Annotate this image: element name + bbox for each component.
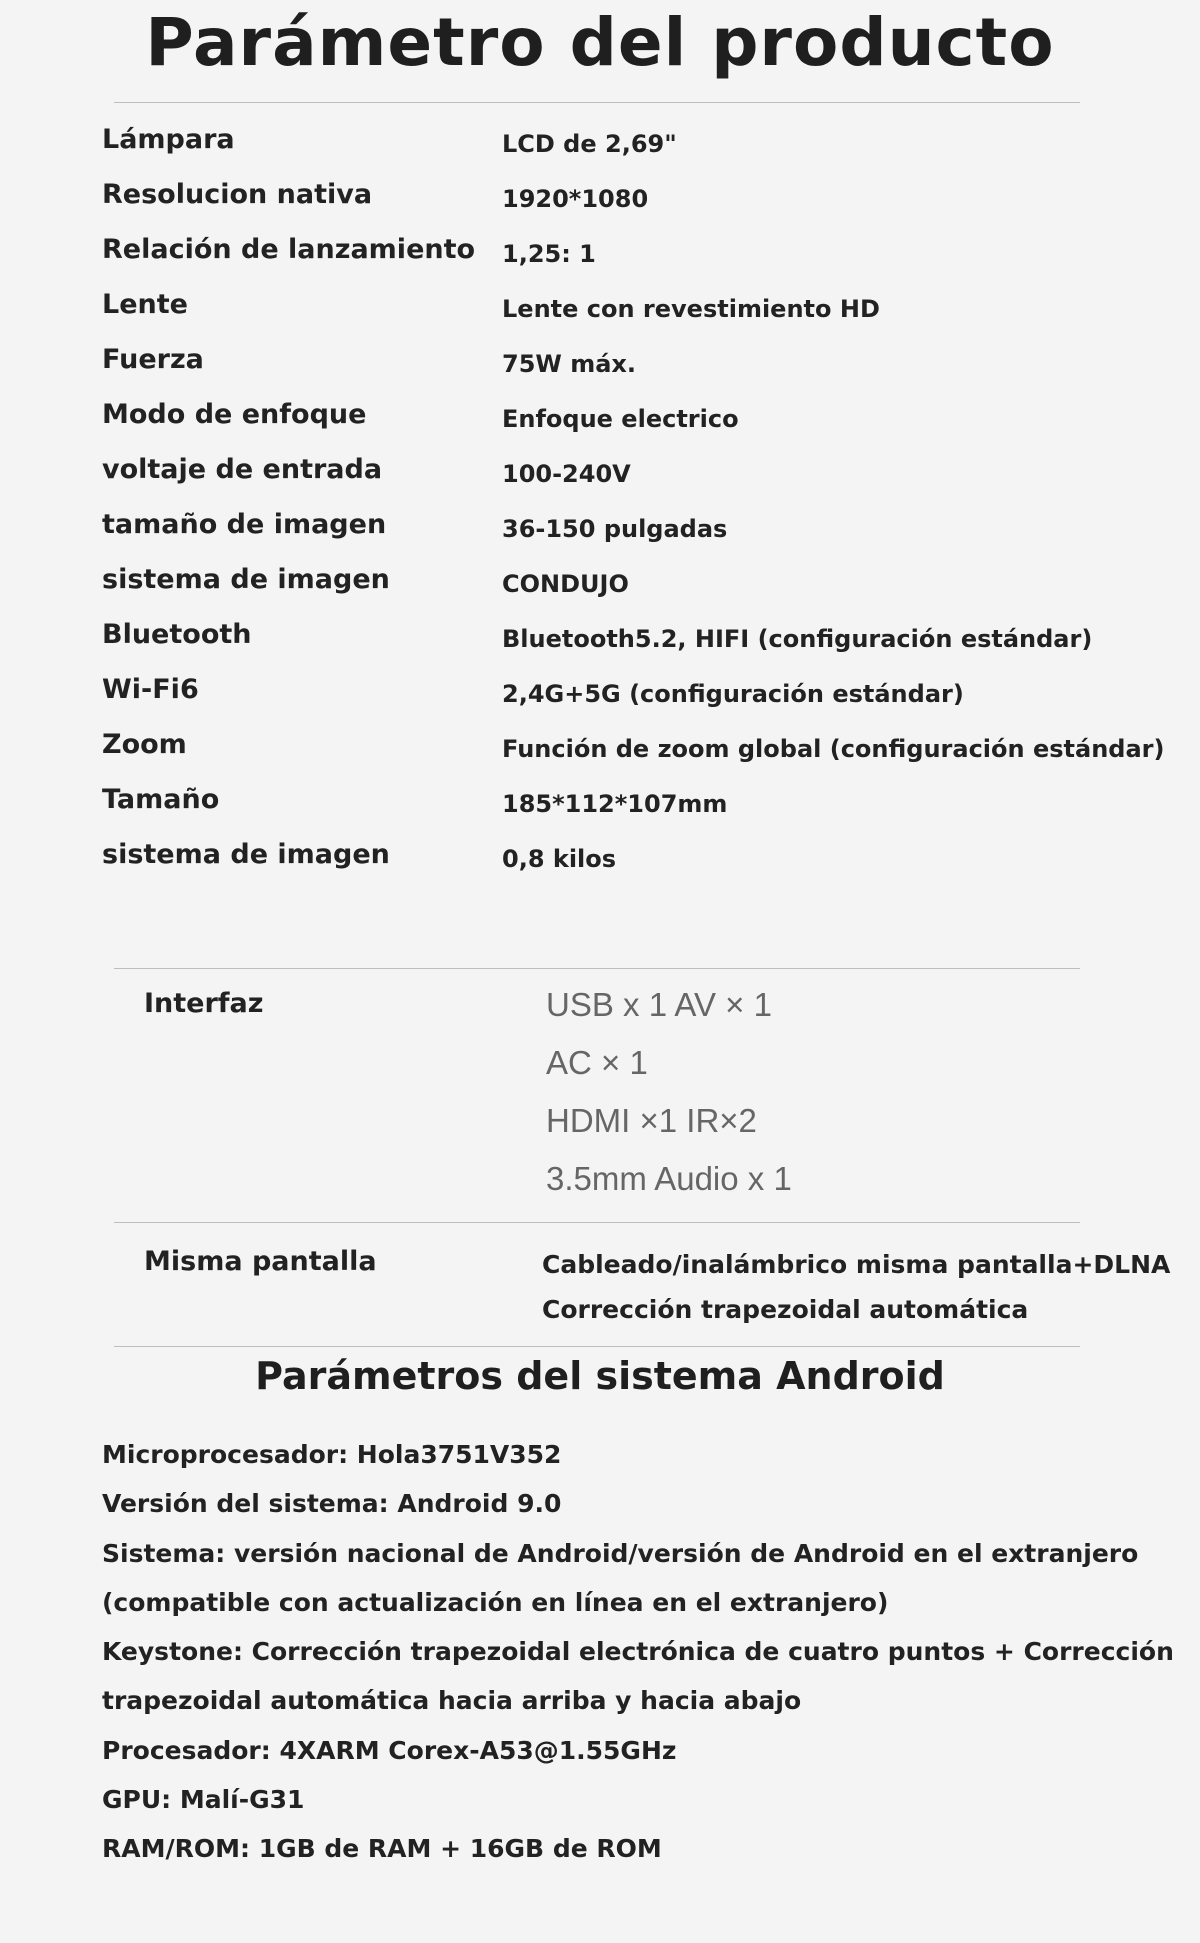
spec-label: Wi-Fi6	[102, 674, 199, 705]
spec-row	[102, 619, 1192, 674]
spec-label: Tamaño	[102, 784, 220, 815]
spec-label: tamaño de imagen	[102, 509, 387, 540]
spec-value: 36-150 pulgadas	[502, 515, 728, 543]
spec-value: Función de zoom global (configuración estándar)	[502, 735, 1165, 763]
divider	[114, 102, 1080, 103]
spec-value: 2,4G+5G (configuración estándar)	[502, 680, 964, 708]
android-line: Procesador: 4XARM Corex-A53@1.55GHz	[102, 1735, 677, 1765]
spec-label: Resolucion nativa	[102, 179, 373, 210]
spec-row	[102, 674, 1192, 729]
interface-line: 3.5mm Audio x 1	[546, 1160, 792, 1197]
spec-value: LCD de 2,69"	[502, 130, 677, 158]
spec-label: sistema de imagen	[102, 564, 390, 595]
spec-row	[102, 784, 1192, 839]
android-line: GPU: Malí-G31	[102, 1785, 305, 1815]
spec-value: 0,8 kilos	[502, 845, 617, 873]
spec-label: voltaje de entrada	[102, 454, 383, 485]
spec-value: Lente con revestimiento HD	[502, 295, 880, 323]
spec-value: 100-240V	[502, 460, 631, 488]
interface-line: HDMI ×1 IR×2	[546, 1102, 757, 1139]
spec-row	[102, 454, 1192, 509]
android-line: Sistema: versión nacional de Android/versión de Android en el extranjero	[102, 1538, 1139, 1568]
android-line: Keystone: Corrección trapezoidal electrónica de cuatro puntos + Corrección	[102, 1637, 1174, 1667]
interface-label: Interfaz	[144, 988, 264, 1019]
spec-row	[102, 564, 1192, 619]
spec-value: 75W máx.	[502, 350, 637, 378]
android-section-title: Parámetros del sistema Android	[255, 1354, 945, 1398]
spec-row	[102, 179, 1192, 234]
spec-value: Bluetooth5.2, HIFI (configuración estándar)	[502, 625, 1093, 653]
android-line: (compatible con actualización en línea en el extranjero)	[102, 1587, 889, 1617]
screen-label: Misma pantalla	[144, 1246, 377, 1277]
spec-value: Enfoque electrico	[502, 405, 739, 433]
divider	[114, 1346, 1080, 1347]
spec-row	[102, 124, 1192, 179]
spec-label: Relación de lanzamiento	[102, 234, 476, 265]
spec-table	[102, 124, 1192, 894]
spec-value: CONDUJO	[502, 570, 629, 598]
spec-label: Lente	[102, 289, 188, 320]
spec-row	[102, 839, 1192, 894]
android-params	[102, 1440, 1192, 1884]
page-title: Parámetro del producto	[145, 4, 1055, 81]
divider	[114, 1222, 1080, 1223]
android-line: RAM/ROM: 1GB de RAM + 16GB de ROM	[102, 1834, 662, 1864]
spec-value: 1,25: 1	[502, 240, 596, 268]
spec-value: 1920*1080	[502, 185, 649, 213]
interface-line: AC × 1	[546, 1044, 648, 1081]
screen-list	[542, 1250, 1170, 1340]
spec-label: Bluetooth	[102, 619, 252, 650]
android-line: trapezoidal automática hacia arriba y hacia abajo	[102, 1686, 802, 1716]
spec-row	[102, 509, 1192, 564]
spec-row	[102, 729, 1192, 784]
screen-line: Cableado/inalámbrico misma pantalla+DLNA	[542, 1250, 1171, 1279]
interface-line: USB x 1 AV × 1	[546, 986, 772, 1023]
android-line: Microprocesador: Hola3751V352	[102, 1440, 562, 1469]
android-line: Versión del sistema: Android 9.0	[102, 1489, 562, 1519]
spec-label: sistema de imagen	[102, 839, 390, 870]
spec-value: 185*112*107mm	[502, 790, 728, 818]
spec-row	[102, 344, 1192, 399]
spec-row	[102, 234, 1192, 289]
interface-list	[546, 986, 792, 1218]
spec-label: Modo de enfoque	[102, 399, 367, 430]
spec-label: Lámpara	[102, 124, 235, 155]
spec-label: Fuerza	[102, 344, 204, 375]
divider	[114, 968, 1080, 969]
spec-row	[102, 399, 1192, 454]
screen-line: Corrección trapezoidal automática	[542, 1295, 1029, 1324]
spec-row	[102, 289, 1192, 344]
spec-label: Zoom	[102, 729, 187, 760]
